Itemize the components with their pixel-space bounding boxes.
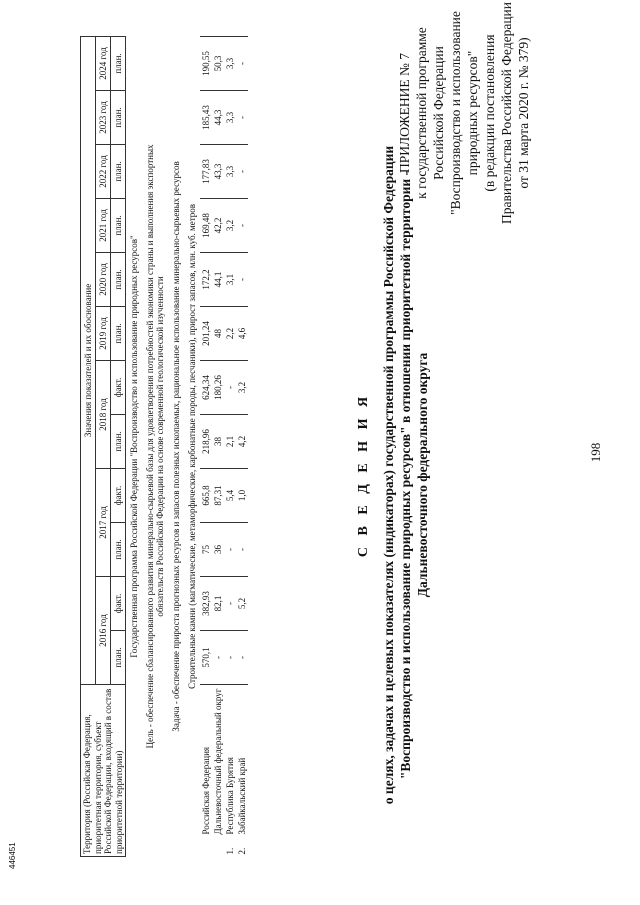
appendix-line: ПРИЛОЖЕНИЕ № 7 — [397, 52, 412, 174]
territory-name: Республика Бурятия — [224, 684, 236, 836]
plan-header: план. — [111, 414, 126, 468]
value-cell: 3,3 — [224, 36, 236, 90]
value-cell: 2,2 — [224, 306, 236, 360]
data-rows — [200, 36, 248, 856]
year-header: 2019 год — [96, 306, 111, 360]
appendix-line: Правительства Российской Федерации — [499, 2, 514, 224]
value-cell: 382,93 — [200, 576, 212, 630]
table-row — [212, 36, 224, 856]
goal-row — [142, 36, 168, 856]
subtitle-line: Дальневосточного федерального округа — [415, 352, 430, 598]
program-row: Государственная программа Российской Федерации "Воспроизводство и использование природных ресурсов" — [129, 235, 139, 658]
value-cell: 185,43 — [200, 90, 212, 144]
table-row — [236, 36, 248, 856]
value-cell: 180,26 — [212, 360, 224, 414]
row-index — [200, 837, 212, 857]
table-row — [224, 36, 236, 856]
value-cell: 3,2 — [224, 198, 236, 252]
value-cell: 44,3 — [212, 90, 224, 144]
appendix-line: природных ресурсов" — [465, 50, 480, 176]
year-header: 2018 год — [96, 360, 111, 468]
value-cell: - — [236, 36, 248, 90]
value-cell: 169,48 — [200, 198, 212, 252]
value-cell: 624,34 — [200, 360, 212, 414]
subtitle-line: о целях, задачах и целевых показателях (индикаторах) государственной программы Российской Федерации — [381, 145, 396, 805]
appendix-line: от 31 марта 2020 г. № 379) — [516, 37, 531, 189]
fact-header: факт. — [111, 360, 126, 414]
value-cell: 4,6 — [236, 306, 248, 360]
value-cell: 218,96 — [200, 414, 212, 468]
plan-header: план. — [111, 144, 126, 198]
territory-name: Российская Федерация — [200, 684, 212, 836]
value-cell: 190,55 — [200, 36, 212, 90]
value-cell: 38 — [212, 414, 224, 468]
year-header: 2017 год — [96, 468, 111, 576]
value-cell: 4,2 — [236, 414, 248, 468]
document-subtitle — [380, 115, 431, 835]
value-cell: 87,31 — [212, 468, 224, 522]
row-index: 2. — [237, 847, 247, 855]
value-cell: - — [236, 630, 248, 684]
value-cell: - — [236, 522, 248, 576]
value-cell: - — [224, 360, 236, 414]
year-header: 2022 год — [96, 144, 111, 198]
plan-header: план. — [111, 252, 126, 306]
task-row: Задача - обеспечение прироста прогнозных ресурсов и запасов полезных ископаемых, рациональное использование минерально-сырьевых ресурсов — [171, 161, 181, 732]
plan-header: план. — [111, 630, 126, 684]
document-code: 446451 — [8, 842, 17, 869]
goal-line: обязательств Российской Федерации на основе современной геологической изученности — [155, 276, 165, 617]
value-cell: - — [236, 144, 248, 198]
year-header: 2020 год — [96, 252, 111, 306]
value-cell: 3,1 — [224, 252, 236, 306]
value-cell: 2,1 — [224, 414, 236, 468]
appendix-line: (в редакции постановления — [482, 34, 497, 192]
value-cell: 177,83 — [200, 144, 212, 198]
table-row — [200, 36, 212, 856]
value-cell: - — [236, 90, 248, 144]
value-cell: 172,2 — [200, 252, 212, 306]
subtitle-line: "Воспроизводство и использование природных ресурсов" в отношении приоритетной территории - — [398, 170, 413, 780]
document-title: С В Е Д Е Н И Я — [356, 392, 371, 558]
fact-header: факт. — [111, 576, 126, 630]
value-cell: 201,24 — [200, 306, 212, 360]
appendix-line: "Воспроизводство и использование — [448, 11, 463, 215]
plan-header: план. — [111, 198, 126, 252]
value-cell: 3,2 — [236, 360, 248, 414]
territory-name: Забайкальский край — [236, 684, 248, 836]
value-cell: - — [236, 198, 248, 252]
value-cell: 43,3 — [212, 144, 224, 198]
value-cell: 3,3 — [224, 144, 236, 198]
plan-header: план. — [111, 306, 126, 360]
value-cell: 82,1 — [212, 576, 224, 630]
value-cell: 5,2 — [236, 576, 248, 630]
territory-name: Дальневосточный федеральный округ — [212, 684, 224, 836]
indicators-table — [80, 36, 248, 857]
plan-header: план. — [111, 90, 126, 144]
value-cell: - — [212, 630, 224, 684]
values-header: Значения показателей и их обоснование — [81, 36, 96, 684]
value-cell: 665,8 — [200, 468, 212, 522]
indicator-row: Строительные камни (магматические, метаморфические, карбонатные породы, песчаники), прирост запасов, млн. куб. метров — [187, 203, 197, 689]
year-header: 2021 год — [96, 198, 111, 252]
value-cell: - — [224, 576, 236, 630]
row-index — [212, 837, 224, 857]
appendix-line: к государственной программе — [414, 27, 429, 199]
value-cell: 570,1 — [200, 630, 212, 684]
row-index: 1. — [225, 847, 235, 855]
value-cell: 1,0 — [236, 468, 248, 522]
value-cell: - — [224, 522, 236, 576]
value-cell: 5,4 — [224, 468, 236, 522]
goal-line: Цель - обеспечение сбалансированного развития минерально-сырьевой базы для удовлетворения потребностей экономики страны и выполнения экспортных — [145, 144, 155, 749]
plan-header: план. — [111, 36, 126, 90]
value-cell: 44,1 — [212, 252, 224, 306]
value-cell: 48 — [212, 306, 224, 360]
value-cell: 50,3 — [212, 36, 224, 90]
value-cell: 3,3 — [224, 90, 236, 144]
year-header: 2024 год — [96, 36, 111, 90]
appendix-line: Российской Федерации — [431, 46, 446, 180]
plan-header: план. — [111, 522, 126, 576]
value-cell: 75 — [200, 522, 212, 576]
year-header: 2016 год — [96, 576, 111, 684]
value-cell: - — [236, 252, 248, 306]
value-cell: 36 — [212, 522, 224, 576]
value-cell: - — [224, 630, 236, 684]
territory-header: Территория (Российская Федерация, приоритетная территория, субъект Российской Федерации, входящий в состав приоритетной территории) — [81, 684, 126, 856]
year-header: 2023 год — [96, 90, 111, 144]
page-number: 198 — [588, 442, 603, 463]
value-cell: 42,2 — [212, 198, 224, 252]
fact-header: факт. — [111, 468, 126, 522]
